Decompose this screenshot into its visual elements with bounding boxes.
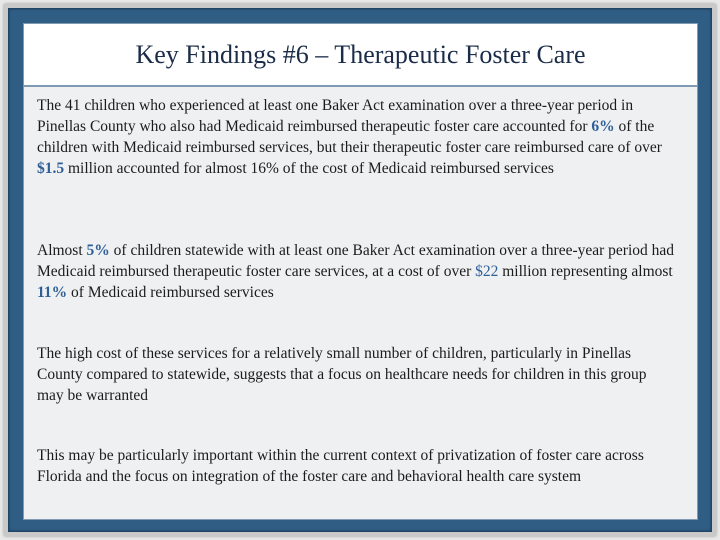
title-box xyxy=(23,23,698,86)
paragraph-4: This may be particularly important within the current context of privatization of foster care across Florida and the focus on integration of the foster care and behavioral health care system xyxy=(37,447,644,485)
highlight-22-million: $22 xyxy=(475,263,499,280)
paragraph-2-text: Almost xyxy=(37,242,87,259)
paragraph-2 xyxy=(37,240,677,303)
paragraph-1-text: million accounted for almost 16% of the cost of Medicaid reimbursed services xyxy=(64,160,554,177)
paragraph-1-text: The 41 children who experienced at least one Baker Act examination over a three-year period in Pinellas County who also had Medicaid reimbursed therapeutic foster care accounted for xyxy=(37,97,634,135)
paragraph-2-text: of Medicaid reimbursed services xyxy=(67,284,274,301)
paragraph-1 xyxy=(37,95,677,179)
highlight-6-percent: 6% xyxy=(591,118,615,135)
slide xyxy=(8,8,712,532)
slide-title: Key Findings #6 – Therapeutic Foster Care xyxy=(135,39,586,69)
paragraph-2-text: of children statewide with at least one Baker Act examination over a three-year period had Medicaid reimbursed therapeutic foster care services, at a cost of over xyxy=(37,242,675,280)
highlight-1-5-million: $1.5 xyxy=(37,160,65,177)
highlight-11-percent: 11% xyxy=(37,284,68,301)
paragraph-3: The high cost of these services for a relatively small number of children, particularly in Pinellas County compared to statewide, suggests that a focus on healthcare needs for children in this group may be warranted xyxy=(37,345,647,404)
content-box xyxy=(23,86,698,520)
paragraph-2-text: million representing almost xyxy=(498,263,673,280)
highlight-5-percent: 5% xyxy=(86,242,110,259)
paragraph-1-text: of the children with Medicaid reimbursed services, but their therapeutic foster care reimbursed care of over xyxy=(37,118,662,156)
